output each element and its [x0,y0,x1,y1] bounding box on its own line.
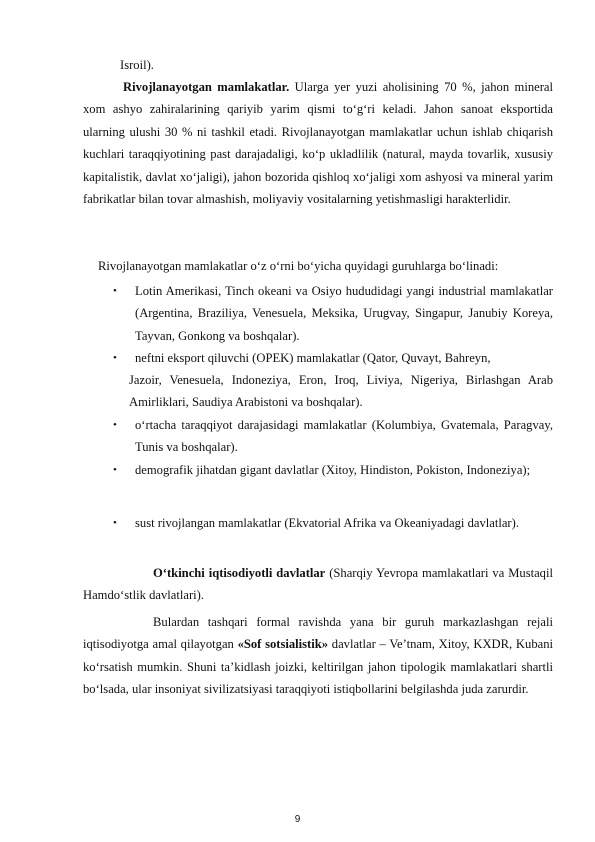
opec-continuation: Jazoir, Venesuela, Indoneziya, Eron, Iroq, Liviya, Nigeriya, Birlashgan Arab Amirliklari, Saudiya Arabistoni va boshqalar). [129,373,553,410]
list-item-new-industrial [113,280,553,347]
heading-developing-countries: Rivojlanayotgan mamlakatlar. [123,80,290,94]
paragraph-text-pre: Bulardan tashqari formal ravishda yana bir guruh markazlashgan rejali iqtisodiyotga amal qilayotgan [83,615,553,652]
paragraph-transition-economies [83,562,553,607]
list-item-text: sust rivojlangan mamlakatlar (Ekvatorial Afrika va Okeaniyadagi davlatlar). [135,516,519,530]
intro-line: Isroil). [120,58,154,72]
paragraph-groups-intro: Rivojlanayotgan mamlakatlar o‘z o‘rni bo‘yicha quyidagi guruhlarga bo‘linadi: [98,259,499,273]
paragraph-text: Ularga yer yuzi aholisining 70 %, jahon mineral xom ashyo zahiralarining qariyib yarim qismi to‘g‘ri keladi. Jahon sanoat eksportida ularning ulushi 30 % ni tashkil etadi. Rivojlanayotgan mamlakatlar uchun ishlab chiqarish kuchlari taraqqiyotining past darajadaligi, ko‘p ukladlilik (natural, mayda tovarlik, xususiy kapitalistik, davlat xo‘jaligi), jahon bozorida qishloq xo‘jaligi xom ashyosi va mineral yarim fabrikatlar bilan tovar almashish, moliyaviy vositalarning yetishmasligi harakterlidir. [83,80,553,207]
list-item-least-developed [113,512,553,556]
bullet-icon: • [113,285,117,297]
list-item-opec [113,347,553,369]
bullet-icon: • [113,419,117,431]
bullet-icon: • [113,352,117,364]
heading-transition-economies: O‘tkinchi iqtisodiyotli davlatlar [153,566,326,580]
paragraph-developing-countries [83,76,553,210]
list-item-text: neftni eksport qiluvchi (OPEK) mamlakatlar (Qator, Quvayt, Bahreyn, [135,351,491,365]
bullet-icon: • [113,464,117,476]
bullet-icon: • [113,517,117,529]
list-item-text: Lotin Amerikasi, Tinch okeani va Osiyo hududidagi yangi industrial mamlakatlar (Argentina, Braziliya, Venesuela, Meksika, Urugvay, Singapur, Janubiy Koreya, Tayvan, Gonkong va boshqalar). [135,284,553,343]
term-pure-socialist: «Sof sotsialistik» [237,637,329,652]
list-item-demographic-giants [113,459,553,503]
paragraph-socialist-states [83,611,553,701]
paragraph-text: (Sharqiy Yevropa mamlakatlari va Mustaqil Hamdo‘stlik davlatlari). [83,566,553,603]
list-item-mid-development [113,414,553,458]
list-item-text: o‘rtacha taraqqiyot darajasidagi mamlakatlar (Kolumbiya, Gvatemala, Paragvay, Tunis va boshqalar). [135,418,553,455]
paragraph-text-post: davlatlar – Ve’tnam, Xitoy, KXDR, Kubani ko‘rsatish mumkin. Shuni ta’kidlash joizki, keltirilgan jahon tipologik mamlakatlari shartli bo‘lsada, ular insoniyat sivilizatsiyasi taraqqiyoti istiqbollarini belgilashda juda zarurdir. [83,637,553,697]
list-item-text: demografik jihatdan gigant davlatlar (Xitoy, Hindiston, Pokiston, Indoneziya); [135,463,531,477]
page-number: 9 [294,814,301,825]
